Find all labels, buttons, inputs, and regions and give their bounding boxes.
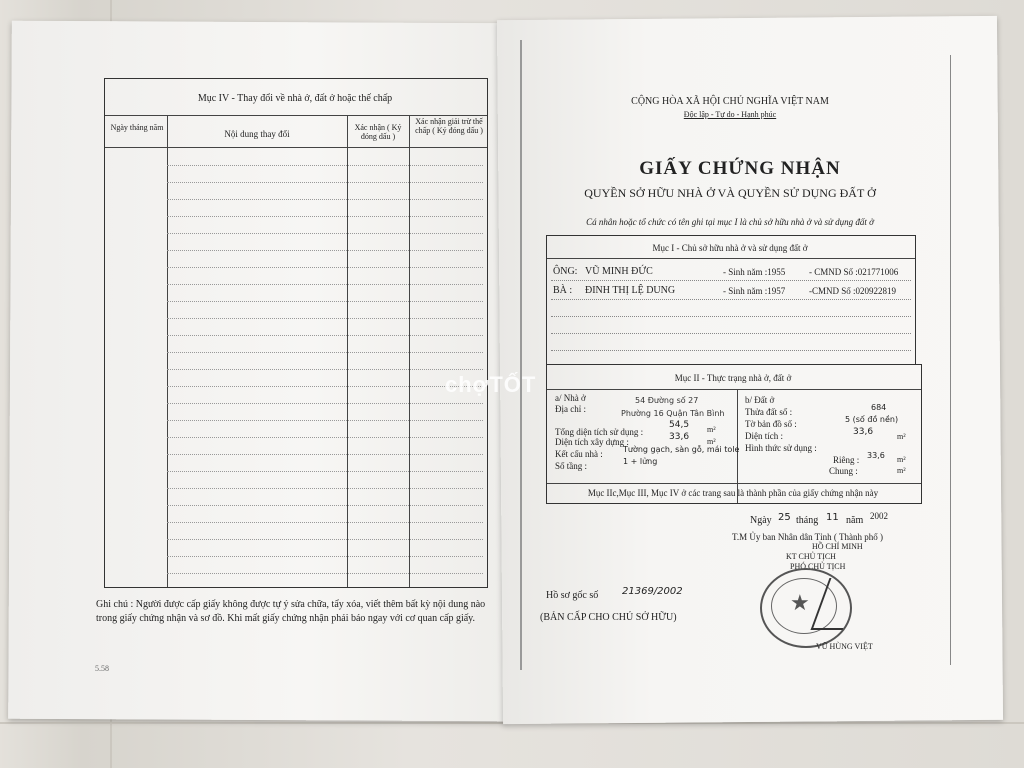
land-heading: b/ Đất ở [745, 395, 775, 405]
date-prefix: Ngày [750, 515, 772, 526]
map-label: Tờ bản đồ số : [745, 419, 797, 429]
structure-label: Kết cấu nhà : [555, 449, 603, 459]
dotted-line [167, 216, 483, 217]
floors-label: Số tầng : [555, 461, 588, 471]
note-text: Ghi chú : Người được cấp giấy không được tự ý sửa chữa, tẩy xóa, viết thêm bất kỳ nội dung nào trong giấy chứng nhận và sơ đồ. Khi mất giấy chứng nhận phải báo ngay với cơ quan cấp giấy. [96, 599, 486, 624]
divider [105, 115, 487, 116]
signer-name: VŨ HÙNG VIỆT [816, 642, 873, 651]
bottom-note: Mục IIc,Mục III, Mục IV ở các trang sau là thành phần của giấy chứng nhận này [587, 488, 879, 498]
owner-2-birth: - Sinh năm :1957 [723, 286, 786, 296]
watermark-logo: chợTỐT [445, 372, 537, 397]
dotted-line [167, 522, 483, 523]
date-year: 2002 [870, 511, 888, 521]
column-header-content: Nội dung thay đổi [224, 129, 290, 139]
dotted-line [167, 233, 483, 234]
column-header-date: Ngày tháng năm [110, 123, 164, 132]
dotted-line [167, 284, 483, 285]
date-month-label: tháng [796, 515, 819, 526]
column-divider [347, 115, 348, 587]
owner-1-name: VŨ MINH ĐỨC [585, 266, 653, 277]
usage-label: Hình thức sử dụng : [745, 443, 817, 453]
signer-role-1: KT CHỦ TỊCH [786, 552, 836, 561]
dotted-line [167, 505, 483, 506]
certificate-title: GIẤY CHỨNG NHẬN [639, 158, 841, 179]
dotted-line [167, 386, 483, 387]
owner-1-prefix: ÔNG: [553, 266, 578, 277]
section-title: Mục IV - Thay đổi về nhà ở, đất ở hoặc thế chấp [197, 93, 393, 104]
dotted-line [167, 437, 483, 438]
motto: Độc lập - Tự do - Hạnh phúc [683, 110, 777, 119]
owner-1-id: - CMND Số :021771006 [809, 267, 899, 277]
dotted-line [551, 350, 911, 351]
private-value: 33,6 [867, 451, 885, 460]
section-2-title: Mục II - Thực trạng nhà ở, đất ở [674, 373, 792, 383]
land-area-label: Diện tích : [745, 431, 783, 441]
date-day: 25 [778, 512, 791, 523]
file-number-label: Hồ sơ gốc số [546, 590, 599, 601]
build-area-unit: m² [707, 437, 716, 446]
date-month: 11 [826, 512, 839, 523]
column-divider [167, 115, 168, 587]
land-area-value: 33,6 [853, 427, 874, 437]
dotted-line [167, 573, 483, 574]
nation-title: CỘNG HÒA XÃ HỘI CHỦ NGHĨA VIỆT NAM [631, 96, 829, 107]
column-divider [409, 115, 410, 587]
lot-label: Thửa đất số : [745, 407, 793, 417]
divider [547, 483, 921, 484]
dotted-line [167, 301, 483, 302]
floors-value: 1 + lửng [623, 457, 658, 466]
dotted-line [167, 454, 483, 455]
dotted-line [167, 165, 483, 166]
address-line-2: Phường 16 Quận Tân Bình [621, 409, 725, 418]
dotted-line [551, 299, 911, 300]
signer-role-2: PHÓ CHỦ TỊCH [790, 562, 846, 571]
changes-table [104, 78, 488, 588]
authority-city: HỒ CHÍ MINH [812, 542, 863, 551]
dotted-line [167, 471, 483, 472]
file-number-value: 21369/2002 [622, 586, 683, 597]
divider [105, 147, 487, 148]
dotted-line [167, 556, 483, 557]
dotted-line [551, 280, 911, 281]
address-label: Địa chỉ : [555, 404, 586, 414]
dotted-line [167, 199, 483, 200]
dotted-line [167, 488, 483, 489]
column-header-confirm: Xác nhận ( Ký đóng dấu ) [354, 123, 402, 141]
certificate-subtitle: QUYỀN SỞ HỮU NHÀ Ở VÀ QUYỀN SỬ DỤNG ĐẤT Ở [584, 186, 876, 200]
private-label: Riêng : [833, 455, 860, 465]
authority-line: T.M Ủy ban Nhân dân Tỉnh ( Thành phố ) [732, 532, 883, 542]
dotted-line [167, 335, 483, 336]
intro-text: Cá nhân hoặc tổ chức có tên ghi tại mục I là chủ sở hữu nhà ở và sử dụng đất ở [586, 217, 874, 227]
shared-label: Chung : [829, 466, 858, 476]
dotted-line [167, 403, 483, 404]
dotted-line [167, 352, 483, 353]
house-heading: a/ Nhà ở [555, 393, 586, 403]
dotted-line [167, 420, 483, 421]
build-area-value: 33,6 [669, 432, 690, 442]
address-line-1: 54 Đường số 27 [635, 396, 699, 405]
land-area-unit: m² [897, 432, 906, 441]
dotted-line [167, 369, 483, 370]
divider [547, 389, 921, 390]
dotted-line [167, 539, 483, 540]
section-1-title: Mục I - Chủ sở hữu nhà ở và sử dụng đất ở [652, 243, 808, 253]
page-fold-line [520, 40, 522, 670]
total-area-label: Tổng diện tích sử dụng : [555, 427, 644, 437]
total-area-unit: m² [707, 425, 716, 434]
dotted-line [167, 250, 483, 251]
build-area-label: Diện tích xây dựng : [555, 437, 629, 447]
owner-2-id: -CMND Số :020922819 [809, 286, 897, 296]
private-unit: m² [897, 455, 906, 464]
dotted-line [167, 318, 483, 319]
lot-value: 684 [871, 403, 887, 412]
seal-star-icon: ★ [790, 590, 810, 615]
date-year-label: năm [846, 515, 864, 526]
shared-unit: m² [897, 466, 906, 475]
structure-value: Tường gạch, sàn gỗ, mái tole [623, 445, 740, 454]
total-area-value: 54,5 [669, 420, 690, 430]
owner-2-name: ĐINH THỊ LỆ DUNG [585, 285, 676, 296]
footer-mark: 5.58 [95, 664, 109, 673]
page-border-line [950, 55, 951, 665]
copy-note: (BẢN CẤP CHO CHỦ SỞ HỮU) [540, 612, 677, 623]
divider [547, 258, 915, 259]
dotted-line [167, 182, 483, 183]
column-header-release: Xác nhận giải trừ thế chấp ( Ký đóng dấu ) [415, 117, 483, 135]
section-property [546, 364, 922, 504]
owner-2-prefix: BÀ : [553, 285, 573, 296]
dotted-line [551, 333, 911, 334]
dotted-line [167, 267, 483, 268]
section-owners [546, 235, 916, 365]
owner-1-birth: - Sinh năm :1955 [723, 267, 786, 277]
map-value: 5 (số đồ nền) [845, 415, 899, 424]
dotted-line [551, 316, 911, 317]
